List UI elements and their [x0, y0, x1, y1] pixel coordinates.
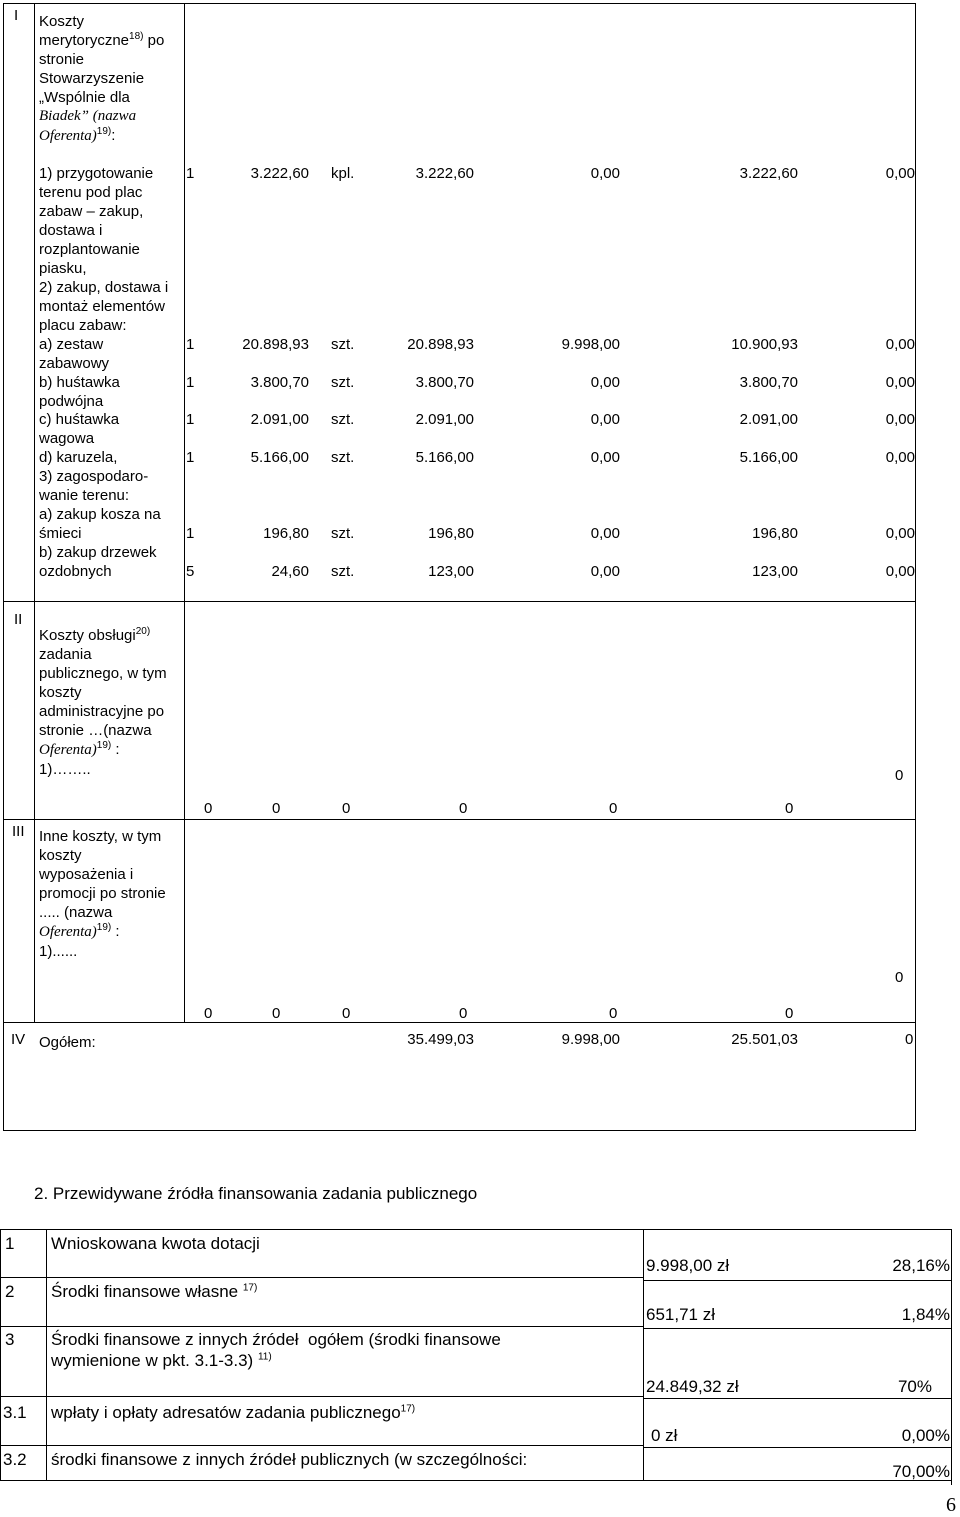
fin-row-percent: 0,00% [901, 1426, 950, 1445]
section-ii-description: Koszty obsługi$^{20)}$ zadania publicznego, w tym koszty administracyjne po stronie …(nazwa Oferenta)$^{19)}$ : 1)…….. [39, 626, 167, 778]
fin-row-number: 3 [5, 1330, 15, 1349]
item-qty: 1 [186, 411, 195, 428]
section-number-ii: II [14, 611, 23, 628]
fin-row-amount: 24.849,32 zł [646, 1377, 739, 1396]
item-unit: szt. [331, 449, 355, 466]
zero-value: 0 [204, 800, 213, 817]
desc-line: „Wspólnie dla [39, 89, 130, 106]
item-label: 3) zagospodaro- [39, 468, 149, 485]
item-label: wagowa [39, 430, 95, 447]
fin-row-percent: 1,84% [901, 1305, 950, 1324]
item-label: d) karuzela, [39, 449, 118, 466]
fin-row-label: środki finansowe z innych źródeł publicznych (w szczególności: [51, 1450, 528, 1469]
zero-value: 0 [272, 800, 281, 817]
zero-value: 0 [785, 1005, 794, 1022]
item-grant: 0,00 [590, 411, 620, 428]
item-grant: 0,00 [590, 525, 620, 542]
item-other: 0,00 [885, 563, 915, 580]
item-unit-cost: 3.800,70 [250, 374, 309, 391]
desc-line: 2) zakup, dostawa i [39, 279, 169, 296]
item-label: b) huśtawka [39, 374, 120, 391]
section-ii-last: 0 [895, 767, 904, 784]
item-unit: kpl. [331, 165, 355, 182]
fin-row-number: 1 [5, 1234, 15, 1253]
fin-row-number: 3.2 [3, 1450, 27, 1469]
item-qty: 5 [186, 563, 195, 580]
item-unit: szt. [331, 525, 355, 542]
desc-line: Biadek” (nazwa [39, 108, 137, 124]
item-unit: szt. [331, 336, 355, 353]
item-other: 0,00 [885, 336, 915, 353]
item-own: 196,80 [752, 525, 798, 542]
item-unit-cost: 196,80 [263, 525, 309, 542]
section-iii-description: Inne koszty, w tym koszty wyposażenia i promocji po stronie ..... (nazwa Oferenta)$^{19)}$ : 1)...... [39, 828, 166, 960]
page-number: 6 [946, 1494, 956, 1516]
item-unit-cost: 24,60 [271, 563, 309, 580]
item-other: 0,00 [885, 374, 915, 391]
section-iii-last: 0 [895, 969, 904, 986]
item-label: podwójna [39, 393, 104, 410]
fin-row-amount: 651,71 zł [646, 1305, 715, 1324]
fin-row-label: Środki finansowe własne $^{17)}$ [51, 1282, 258, 1301]
item-own: 3.222,60 [739, 165, 798, 182]
item-label: 1) przygotowanie [39, 165, 154, 182]
section-number-iii: III [12, 823, 25, 840]
item-label: a) zakup kosza na [39, 506, 161, 523]
desc-line: montaż elementów [39, 298, 165, 315]
desc-line: piasku, [39, 260, 87, 277]
zero-value: 0 [459, 800, 468, 817]
item-label: ozdobnych [39, 563, 112, 580]
item-qty: 1 [186, 449, 195, 466]
fin-row-label: Wnioskowana kwota dotacji [51, 1234, 260, 1253]
item-label: śmieci [39, 525, 82, 542]
desc-line: dostawa i [39, 222, 103, 239]
fin-row-number: 3.1 [3, 1403, 27, 1422]
item-qty: 1 [186, 336, 195, 353]
item-other: 0,00 [885, 525, 915, 542]
fin-row-number: 2 [5, 1282, 15, 1301]
zero-value: 0 [272, 1005, 281, 1022]
item-total: 3.800,70 [415, 374, 474, 391]
item-other: 0,00 [885, 449, 915, 466]
fin-row-percent: 70% [897, 1377, 932, 1396]
zero-value: 0 [785, 800, 794, 817]
fin-row-percent: 28,16% [892, 1256, 950, 1275]
item-total: 196,80 [428, 525, 474, 542]
item-label: wanie terenu: [39, 487, 130, 504]
total-grant: 9.998,00 [561, 1031, 620, 1048]
desc-line: Koszty [39, 13, 85, 30]
fin-row-label: Środki finansowe z innych źródeł ogółem (środki finansowe [51, 1330, 501, 1349]
item-qty: 1 [186, 374, 195, 391]
item-qty: 1 [186, 525, 195, 542]
zero-value: 0 [342, 800, 351, 817]
section-number-iv: IV [11, 1031, 26, 1048]
item-label: zabawowy [39, 355, 110, 372]
zero-value: 0 [609, 1005, 618, 1022]
desc-line: stronie [39, 51, 85, 68]
desc-line: Stowarzyszenie [39, 70, 145, 87]
desc-line: terenu pod plac [39, 184, 143, 201]
item-unit-cost: 20.898,93 [242, 336, 309, 353]
item-own: 123,00 [752, 563, 798, 580]
item-grant: 0,00 [590, 165, 620, 182]
item-own: 3.800,70 [739, 374, 798, 391]
item-grant: 9.998,00 [561, 336, 620, 353]
financing-heading: 2. Przewidywane źródła finansowania zadania publicznego [34, 1184, 478, 1203]
fin-row-amount: 9.998,00 zł [646, 1256, 730, 1275]
item-unit-cost: 3.222,60 [250, 165, 309, 182]
total-amount: 35.499,03 [407, 1031, 474, 1048]
fin-row-label-cont: wymienione w pkt. 3.1-3.3) $^{11)}$ [51, 1351, 272, 1370]
item-unit: szt. [331, 563, 355, 580]
desc-line: merytoryczne$^{18)}$ po [39, 31, 165, 49]
item-total: 2.091,00 [415, 411, 474, 428]
item-label: c) huśtawka [39, 411, 120, 428]
item-total: 3.222,60 [415, 165, 474, 182]
item-qty: 1 [186, 165, 195, 182]
total-label: Ogółem: [39, 1034, 96, 1051]
desc-line: placu zabaw: [39, 317, 127, 334]
item-total: 123,00 [428, 563, 474, 580]
item-own: 2.091,00 [739, 411, 798, 428]
zero-value: 0 [459, 1005, 468, 1022]
section-i-description [39, 12, 184, 146]
item-label: a) zestaw [39, 336, 104, 353]
item-grant: 0,00 [590, 449, 620, 466]
zero-value: 0 [204, 1005, 213, 1022]
item-unit: szt. [331, 374, 355, 391]
item-own: 10.900,93 [731, 336, 798, 353]
item-unit-cost: 5.166,00 [250, 449, 309, 466]
item-label: b) zakup drzewek [39, 544, 157, 561]
item-unit-cost: 2.091,00 [250, 411, 309, 428]
desc-line: rozplantowanie [39, 241, 140, 258]
fin-row-amount: 0 zł [651, 1426, 678, 1445]
item-other: 0,00 [885, 165, 915, 182]
total-own: 25.501,03 [731, 1031, 798, 1048]
desc-line: Oferenta)$^{19)}$: [39, 126, 116, 144]
section-number-i: I [14, 7, 19, 24]
fin-row-label: wpłaty i opłaty adresatów zadania publicznego$^{17)}$ [51, 1403, 416, 1422]
zero-value: 0 [342, 1005, 351, 1022]
item-total: 5.166,00 [415, 449, 474, 466]
item-grant: 0,00 [590, 563, 620, 580]
item-own: 5.166,00 [739, 449, 798, 466]
item-other: 0,00 [885, 411, 915, 428]
fin-row-percent: 70,00% [892, 1462, 950, 1481]
item-unit: szt. [331, 411, 355, 428]
desc-line: zabaw – zakup, [39, 203, 144, 220]
zero-value: 0 [609, 800, 618, 817]
total-other: 0 [905, 1031, 914, 1048]
item-grant: 0,00 [590, 374, 620, 391]
item-total: 20.898,93 [407, 336, 474, 353]
